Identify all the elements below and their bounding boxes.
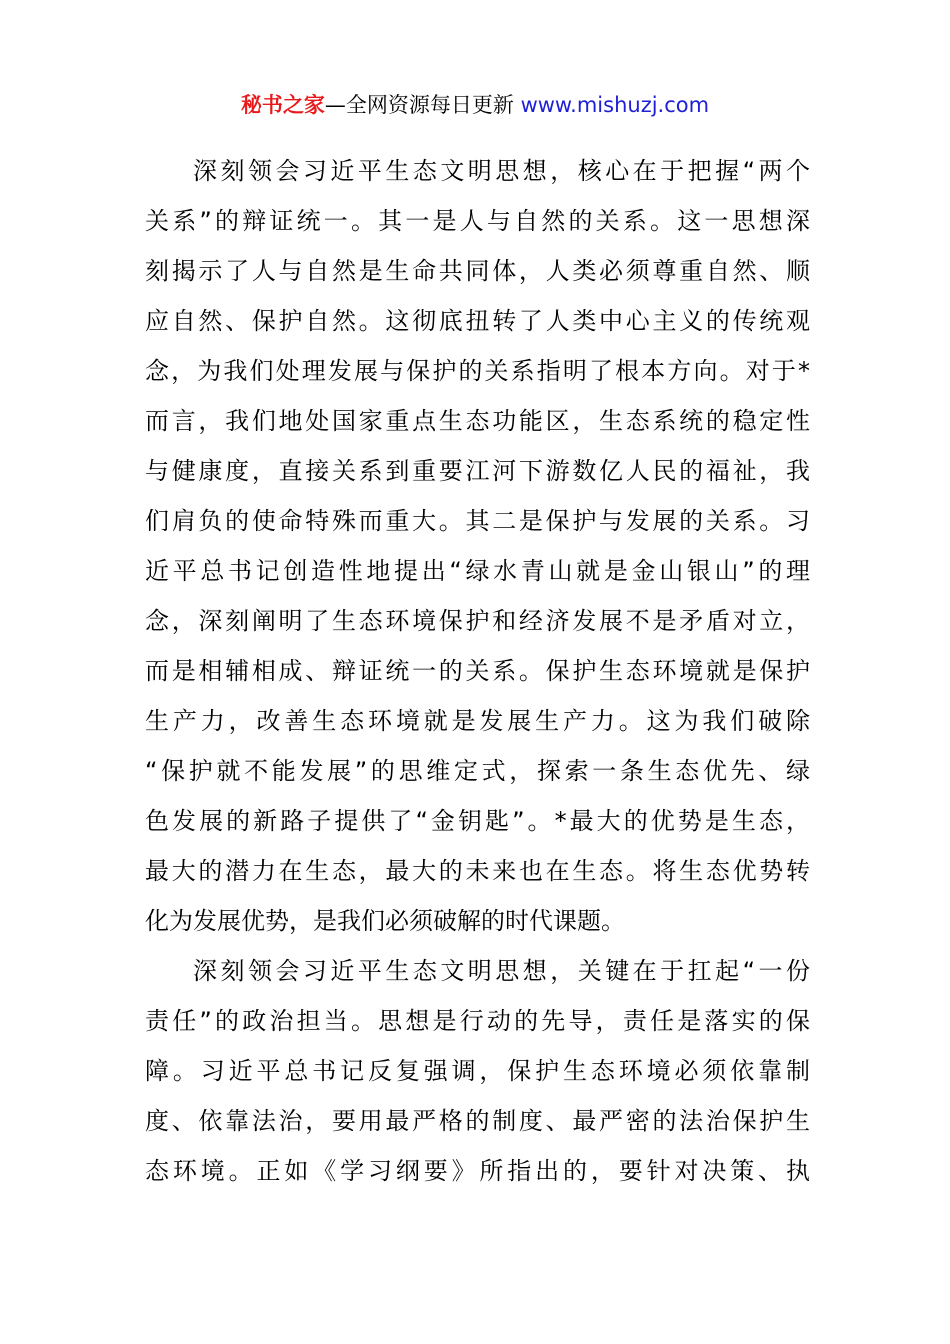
paragraph-1-line-3: 刻揭示了人与自然是生命共同体，人类必须尊重自然、顺 <box>145 257 810 285</box>
paragraph-1-line-10: 念，深刻阐明了生态环境保护和经济发展不是矛盾对立， <box>145 607 810 635</box>
paragraph-2-line-1: 深刻领会习近平生态文明思想，关键在于扛起“一份 <box>193 957 810 985</box>
site-brand: 秘书之家 <box>240 93 325 117</box>
paragraph-2-line-2: 责任”的政治担当。思想是行动的先导，责任是落实的保 <box>145 1007 810 1035</box>
paragraph-1-line-8: 们肩负的使命特殊而重大。其二是保护与发展的关系。习 <box>145 507 810 535</box>
paragraph-2-line-5: 态环境。正如《学习纲要》所指出的，要针对决策、执 <box>145 1157 810 1185</box>
paragraph-1-line-11: 而是相辅相成、辩证统一的关系。保护生态环境就是保护 <box>145 657 810 685</box>
paragraph-2-line-3: 障。习近平总书记反复强调，保护生态环境必须依靠制 <box>145 1057 810 1085</box>
paragraph-1-line-14: 色发展的新路子提供了“金钥匙”。*最大的优势是生态， <box>145 807 810 835</box>
paragraph-1-line-9: 近平总书记创造性地提出“绿水青山就是金山银山”的理 <box>145 557 810 585</box>
paragraph-1-line-1: 深刻领会习近平生态文明思想，核心在于把握“两个 <box>193 157 810 185</box>
paragraph-1-line-13: “保护就不能发展”的思维定式，探索一条生态优先、绿 <box>145 757 810 785</box>
site-url-link[interactable]: www.mishuzj.com <box>520 93 710 117</box>
paragraph-1-line-4: 应自然、保护自然。这彻底扭转了人类中心主义的传统观 <box>145 307 810 335</box>
paragraph-1-line-12: 生产力，改善生态环境就是发展生产力。这为我们破除 <box>145 707 810 735</box>
paragraph-2-line-4: 度、依靠法治，要用最严格的制度、最严密的法治保护生 <box>145 1107 810 1135</box>
document-body <box>145 146 810 1196</box>
paragraph-1-line-6: 而言，我们地处国家重点生态功能区，生态系统的稳定性 <box>145 407 810 435</box>
paragraph-1-line-7: 与健康度，直接关系到重要江河下游数亿人民的福祉，我 <box>145 457 810 485</box>
paragraph-1-line-2: 关系”的辩证统一。其一是人与自然的关系。这一思想深 <box>145 207 810 235</box>
site-header <box>0 88 950 122</box>
paragraph-1-line-16: 化为发展优势，是我们必须破解的时代课题。 <box>145 907 625 935</box>
paragraph-1-line-15: 最大的潜力在生态，最大的未来也在生态。将生态优势转 <box>145 857 810 885</box>
site-tagline: —全网资源每日更新 <box>324 93 521 117</box>
paragraph-1-line-5: 念，为我们处理发展与保护的关系指明了根本方向。对于* <box>145 357 810 385</box>
